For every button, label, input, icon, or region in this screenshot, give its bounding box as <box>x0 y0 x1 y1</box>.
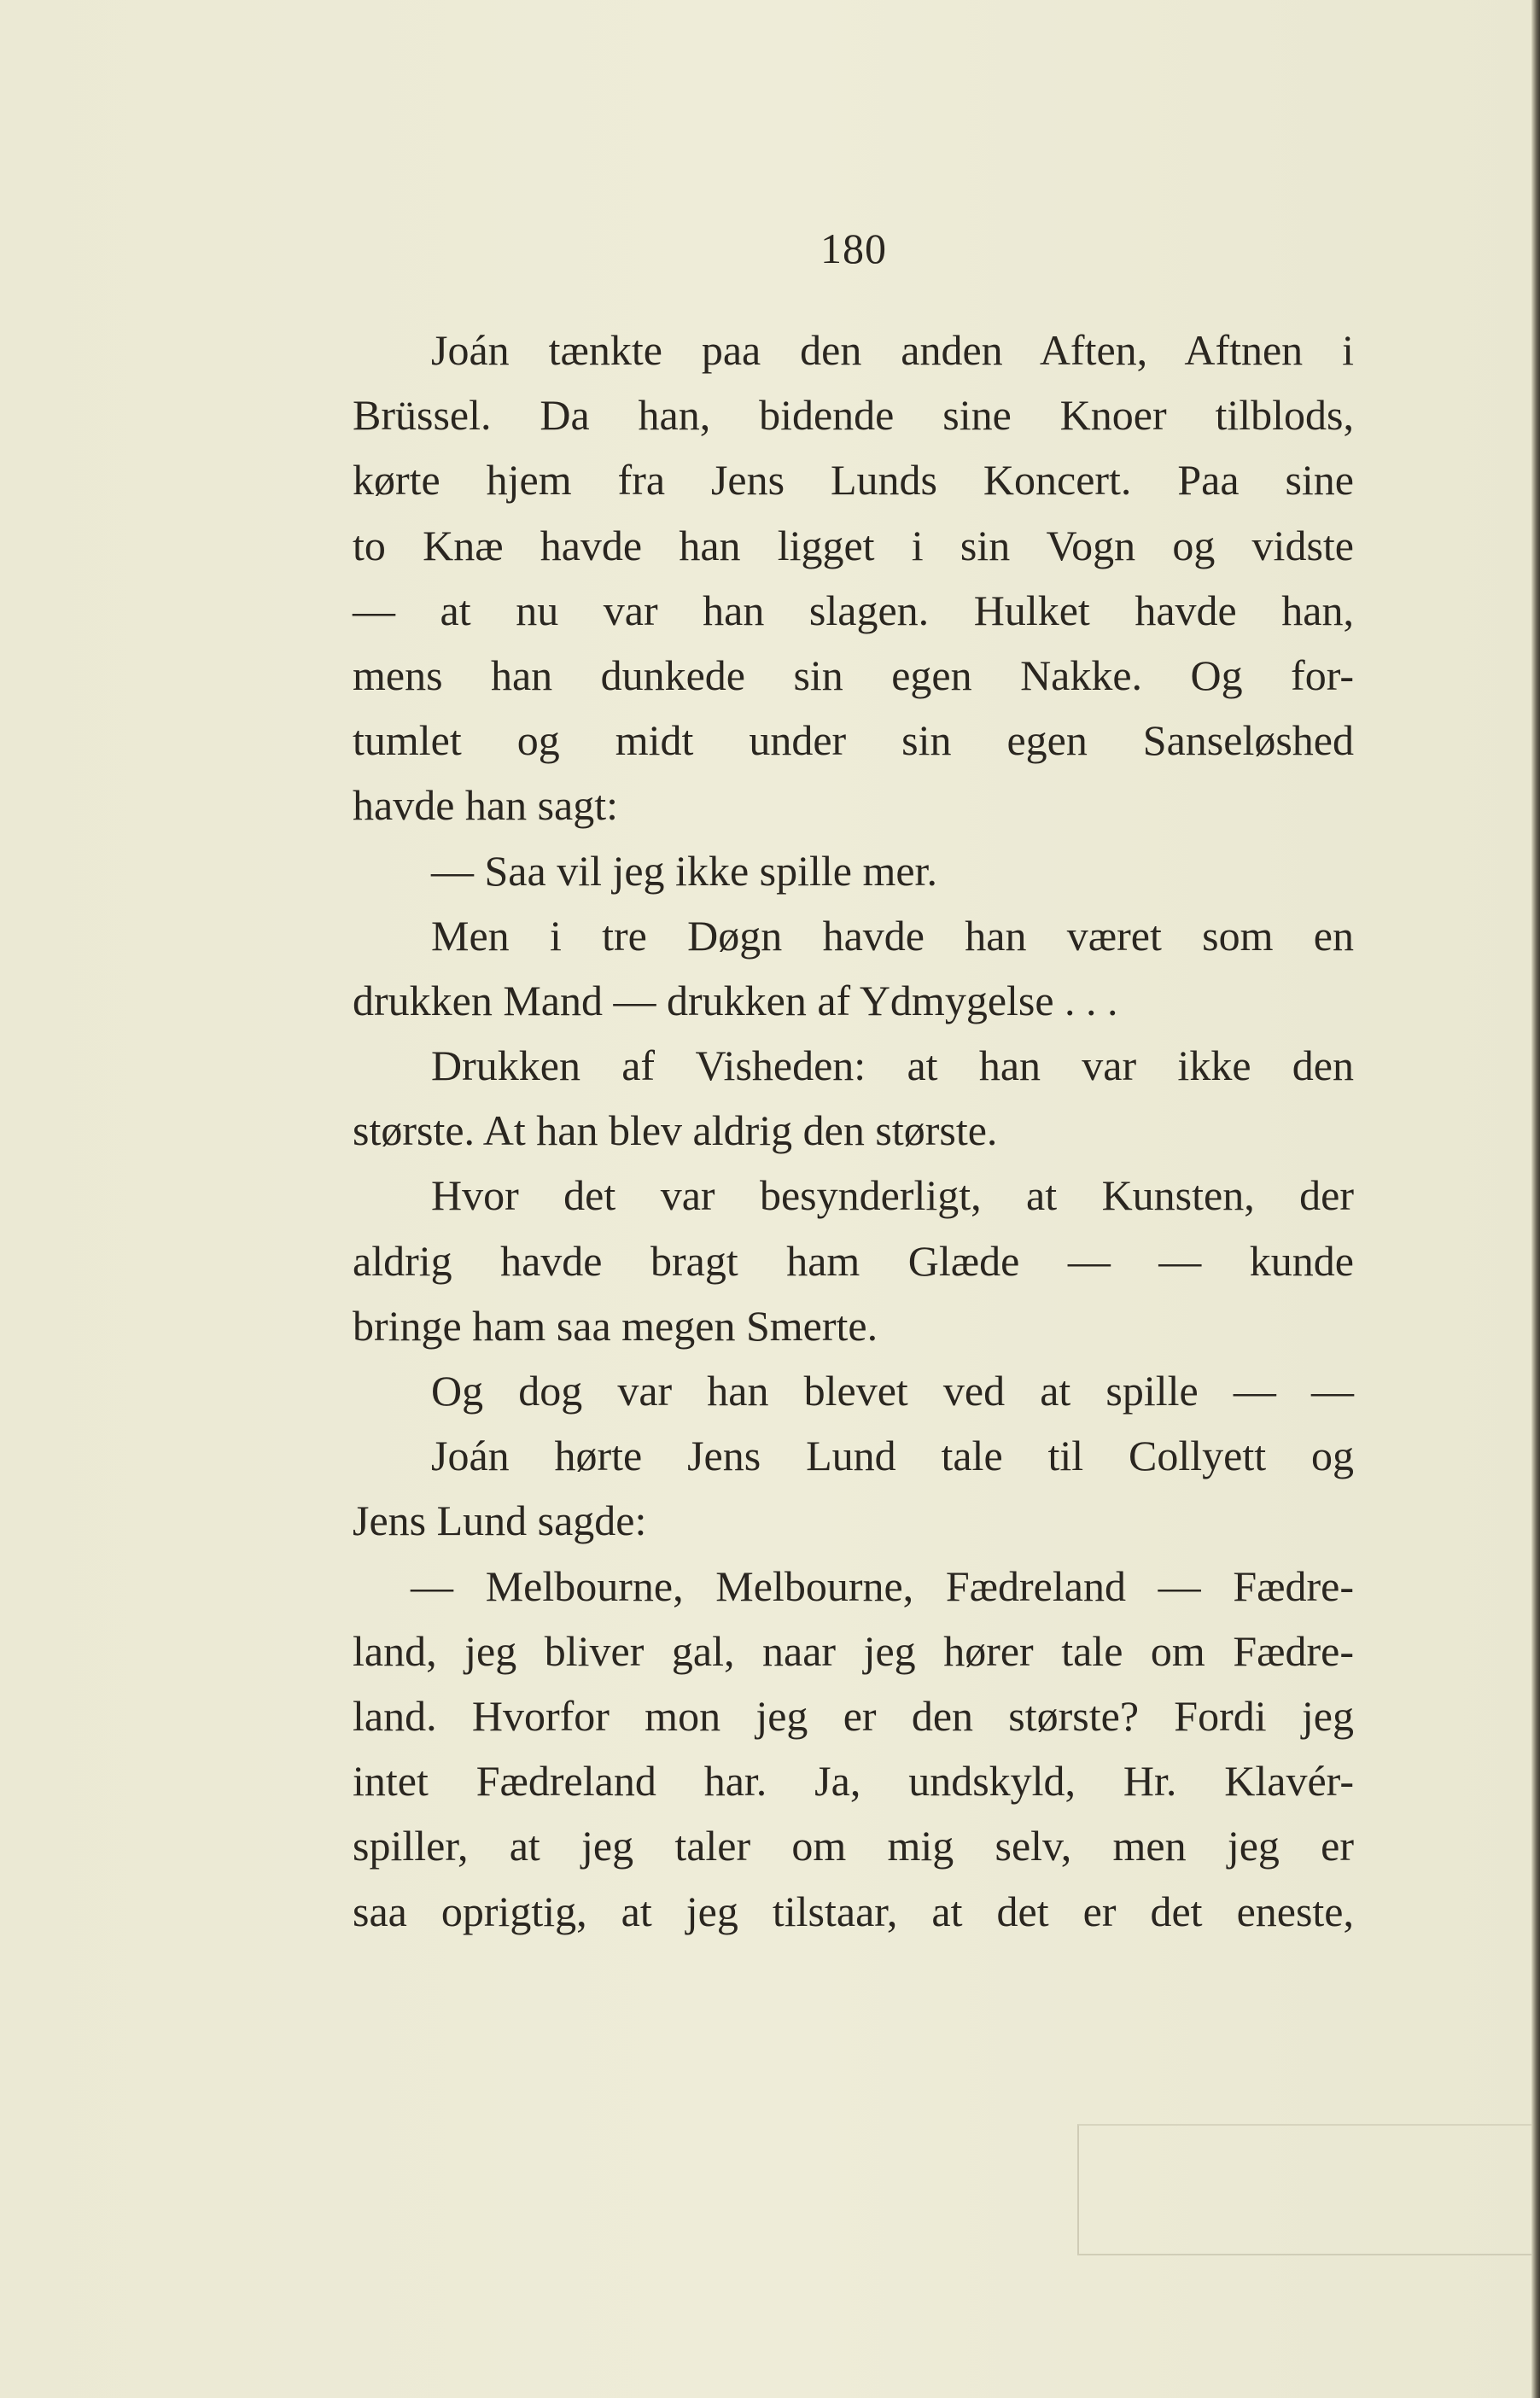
text-line: land. Hvorfor mon jeg er den største? Fordi jeg <box>353 1691 1354 1740</box>
text-line: land, jeg bliver gal, naar jeg hører tale om Fædre- <box>353 1626 1354 1675</box>
text-line: — Melbourne, Melbourne, Fædreland — Fædre- <box>411 1561 1354 1610</box>
text-line: Drukken af Visheden: at han var ikke den <box>431 1041 1354 1090</box>
text-line: Jens Lund sagde: <box>353 1497 647 1545</box>
text-line: saa oprigtig, at jeg tilstaar, at det er det eneste, <box>353 1887 1354 1935</box>
page-tab-mark <box>1077 2124 1540 2255</box>
text-line: — at nu var han slagen. Hulket havde han, <box>353 586 1354 634</box>
text-line: intet Fædreland har. Ja, undskyld, Hr. Klavér- <box>353 1757 1354 1806</box>
text-line: aldrig havde bragt ham Glæde — — kunde <box>353 1236 1354 1285</box>
page-number: 180 <box>820 225 887 272</box>
text-line: Joán hørte Jens Lund tale til Collyett og <box>431 1432 1354 1480</box>
text-line: kørte hjem fra Jens Lunds Koncert. Paa sine <box>353 456 1354 505</box>
text-line: — Saa vil jeg ikke spille mer. <box>431 846 937 895</box>
text-line: drukken Mand — drukken af Ydmygelse . . . <box>353 976 1118 1024</box>
text-line: mens han dunkede sin egen Nakke. Og for- <box>353 651 1354 699</box>
text-line: Men i tre Døgn havde han været som en <box>431 911 1354 960</box>
text-line: bringe ham saa megen Smerte. <box>353 1301 878 1350</box>
text-line: Hvor det var besynderligt, at Kunsten, der <box>431 1171 1354 1220</box>
text-line: havde han sagt: <box>353 781 619 830</box>
text-line: to Knæ havde han ligget i sin Vogn og vidste <box>353 521 1354 569</box>
text-line: Og dog var han blevet ved at spille — — <box>431 1367 1354 1415</box>
text-line: tumlet og midt under sin egen Sanseløshed <box>353 716 1354 765</box>
page-edge <box>1531 0 1540 2398</box>
body-text <box>353 318 1354 1944</box>
text-line: Joán tænkte paa den anden Aften, Aftnen i <box>431 326 1354 374</box>
text-line: spiller, at jeg taler om mig selv, men jeg er <box>353 1822 1354 1870</box>
text-line: Brüssel. Da han, bidende sine Knoer tilblods, <box>353 391 1354 440</box>
text-line: største. At han blev aldrig den største. <box>353 1106 998 1155</box>
